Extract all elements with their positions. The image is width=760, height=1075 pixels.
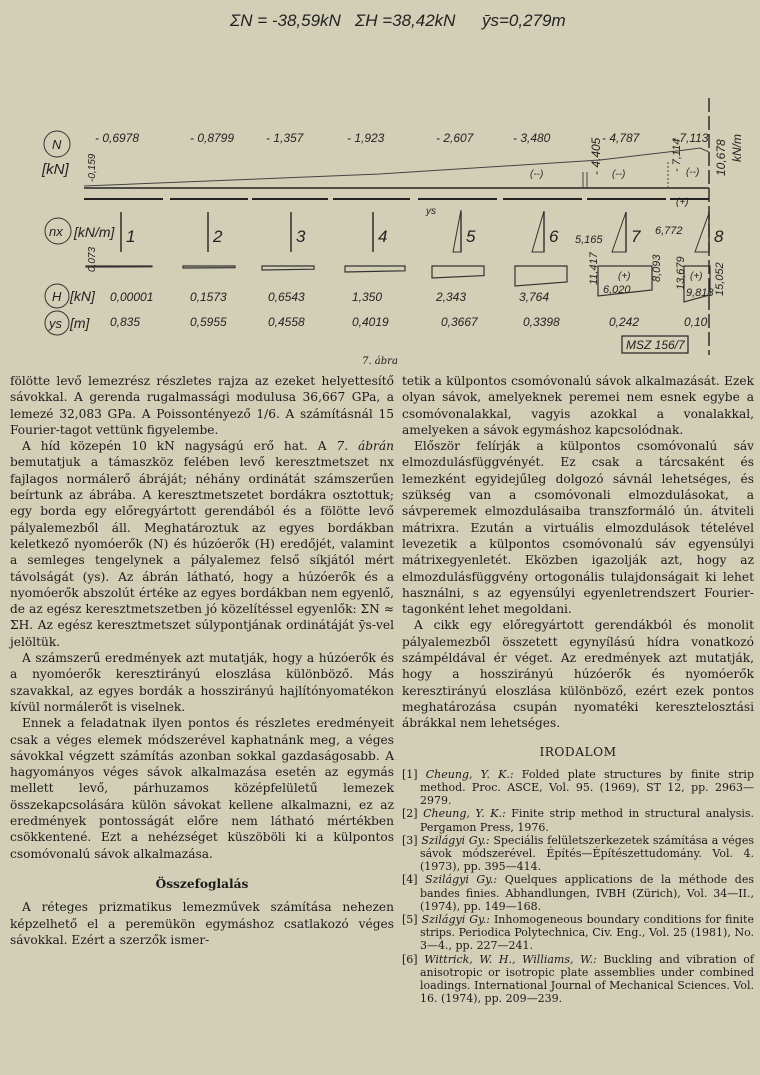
n-value: - 1,357 xyxy=(266,131,304,145)
n-extra-value-1: - 4,405 xyxy=(589,137,603,175)
reference-number: [2] xyxy=(402,807,424,821)
text: A híd közepén 10 kN nagyságú erő hat. A xyxy=(22,439,337,454)
paragraph: tetik a külpontos csomóvonalú sávok alkalmazását. Ezek olyan sávok, amelyeknek peremei nem esnek egybe a csomóvonalakkal, vagyis azokkal a vonalakkal, amelyeken a sávok egymáshoz kapcsolódnak. xyxy=(402,374,754,437)
n-value: - 0,8799 xyxy=(190,131,235,145)
figure-drawing xyxy=(0,0,760,360)
h-value: 3,764 xyxy=(519,290,550,304)
figure-caption: 7. ábra xyxy=(362,356,398,367)
nx-value-15052: 15,052 xyxy=(714,262,726,296)
h-row-unit: [kN] xyxy=(70,288,95,304)
h-value: 1,350 xyxy=(352,290,383,304)
n-values xyxy=(95,131,709,145)
n-value: - 0,6978 xyxy=(95,131,140,145)
nx-diagram xyxy=(515,266,567,286)
rib-number: 2 xyxy=(213,227,223,246)
reference-author: Szilágyi Gy.: xyxy=(421,833,490,847)
n-value: - 2,607 xyxy=(436,131,474,145)
ys-arrow-label: ys xyxy=(426,206,436,217)
reference-number: [3] xyxy=(402,833,422,847)
sum-n-label: ΣN = -38,59kN xyxy=(230,11,341,30)
nx-diagram xyxy=(432,266,484,278)
ys-values xyxy=(110,315,708,329)
h-value: 6,020 xyxy=(603,284,631,296)
ys-bar-label: ȳs=0,279m xyxy=(482,11,566,30)
ys-value: 0,10 xyxy=(684,315,708,329)
reference-item xyxy=(402,834,754,874)
ys-value: 0,4558 xyxy=(268,315,305,329)
reference-item xyxy=(402,807,754,833)
n-row-symbol: N xyxy=(52,137,62,152)
plus-sign-7: (+) xyxy=(618,271,631,282)
nx-row-symbol: nx xyxy=(49,224,63,239)
n-minus-1: (--) xyxy=(530,169,544,180)
nx-diagram xyxy=(345,266,405,272)
ys-row-unit: [m] xyxy=(70,315,90,331)
section-title: Összefoglalás xyxy=(155,876,249,891)
reference-item xyxy=(402,873,754,913)
rib-diagram xyxy=(695,213,709,252)
nx-value-13679: 13,679 xyxy=(675,256,687,290)
figure-7 xyxy=(0,0,760,360)
rib-number: 8 xyxy=(714,227,724,246)
h-value: 0,00001 xyxy=(110,290,154,304)
h-row-symbol: H xyxy=(52,289,62,304)
paragraph: Ennek a feladatnak ilyen pontos és részletes eredményeit csak a véges elemek módszerével kaphatnánk meg, a véges sávokkal végzett számítás azonban sokkal gazdaságosabb. A hagyományos véges sávok alkalmazása esetén az egymás mellett levő, párhuzamos középfelületű lemezek összekapcsolására külön sávokat kellene alkalmazni, ez az eredmények pontosságát előre nem látható mértékben csökkentené. Ezt a nehézséget küszöböli ki a külpontos csomóvonalú sávok alkalmazása. xyxy=(10,716,394,861)
n-unit-right: kN/m xyxy=(730,134,744,162)
sum-h-label: ΣH =38,42kN xyxy=(355,11,456,30)
n-minus-2: (--) xyxy=(612,169,626,180)
reference-author: Cheung, Y. K.: xyxy=(423,807,506,821)
ys-value: 0,5955 xyxy=(190,315,227,329)
nx-diagram xyxy=(86,266,152,267)
plus-sign-slab: (+) xyxy=(676,197,689,208)
ys-value: 0,4019 xyxy=(352,315,389,329)
reference-text: Folded plate structures by finite strip method. Proc. ASCE, Vol. 95. (1969), ST 12, pp. 2963—2979. xyxy=(420,767,754,808)
h-value: 9,818 xyxy=(686,287,714,299)
h-values xyxy=(110,284,714,304)
reference-number: [6] xyxy=(402,952,425,966)
rib-number: 4 xyxy=(378,227,388,246)
rib-number: 3 xyxy=(296,227,306,246)
nx-value-5165: 5,165 xyxy=(575,234,603,246)
reference-text: Buckling and vibration of anisotropic or isotropic plate assemblies under combined loadings. International Journal of Mechanical Sciences. Vol. 16. (1974), pp. 209—239. xyxy=(420,952,754,1006)
h-value: 0,1573 xyxy=(190,290,227,304)
reference-text: Finite strip method in structural analysis. Pergamon Press, 1976. xyxy=(420,807,754,834)
reference-item xyxy=(402,953,754,1006)
ys-value: 0,835 xyxy=(110,315,141,329)
paragraph: Először felírják a külpontos csomóvonalú sáv elmozdulásfüggvényét. Ez csak a tárcsaként és lemezként egyidejűleg dolgozó sávnál lehetséges, és szükség van a csomóvonali elmozdulásokat, a sávperemek elmozdulásaiba transzformáló ún. átviteli mátrixra. Ezután a virtuális elmozdulások tételével levezetik a külpontos csomóvonalú sáv egyensúlyi mátrixegyenletét. Eközben igazolják azt, hogy az elmozdulásfüggvény ortogonális tulajdonságait ki lehet használni, s az egyensúlyi egyenletrendszert Fourier-tagonként lehet megoldani. xyxy=(402,439,754,617)
n-value: - 4,787 xyxy=(602,131,640,145)
reference-author: Szilágyi Gy.: xyxy=(425,873,498,887)
reference-item xyxy=(402,768,754,808)
nx-diagram xyxy=(183,266,235,268)
n-minus-3: (--) xyxy=(686,167,700,178)
references-list xyxy=(402,768,754,1006)
n-value: - 1,923 xyxy=(347,131,385,145)
rib-diagram xyxy=(532,211,544,252)
nx-value-8093: 8,093 xyxy=(651,254,663,282)
rib-diagram xyxy=(453,210,461,252)
reference-text: Inhomogeneous boundary conditions for finite strips. Periodica Polytechnica, Civ. Eng., Vol. 25 (1981), No. 3—4., pp. 227—241. xyxy=(420,913,754,953)
paragraph: A cikk egy előregyártott gerendákból és monolit pályalemezből összetett egynyílású hídra vonatkozó számpéldával ér véget. Az eredmények azt mutatják, hogy a hosszirányú húzóerők és nyomóerők keresztirányú eloszlása különböző, ezért ezek pontos meghatározása csupán nyomatéki keresztelosztási ábrákkal nem lehetséges. xyxy=(402,618,754,731)
paragraph: A réteges prizmatikus lemezművek számítása nehezen képzelhető el a peremükön egymáshoz csatlakozó véges sávokkal. Ezért a szerzők ismer- xyxy=(10,900,394,947)
reference-item xyxy=(402,913,754,953)
left-column xyxy=(10,373,394,948)
rib-number: 7 xyxy=(631,227,641,246)
reference-number: [5] xyxy=(402,913,422,927)
reference-author: Wittrick, W. H., Williams, W.: xyxy=(424,952,597,966)
stamp-label: MSZ 156/7 xyxy=(626,338,685,352)
reference-number: [1] xyxy=(402,767,426,781)
n-value: - 7,113 xyxy=(672,131,709,145)
reference-author: Cheung, Y. K.: xyxy=(425,767,514,781)
n-extra-value-2: - 7,114 xyxy=(671,138,683,172)
rib-number: 1 xyxy=(126,227,136,246)
nx-value-11417: 11,417 xyxy=(588,252,600,285)
ys-row-symbol: ys xyxy=(49,316,62,331)
paragraph: fölötte levő lemezrész részletes rajza az ezeket helyettesítő sávokkal. A gerenda rugalmassági modulusa 36,667 GPa, a lemezé 32,083 GPa. A Poissontényező 1/6. A számításnál 15 Fourier-tagot vettünk figyelembe. xyxy=(10,374,394,437)
nx-first-ordinate: 0,073 xyxy=(87,246,98,272)
h-value: 0,6543 xyxy=(268,290,305,304)
plus-sign-8: (+) xyxy=(690,271,703,282)
n-first-ordinate: -0,159 xyxy=(87,153,98,182)
figure-reference: 7. ábrán xyxy=(336,439,394,454)
paragraph xyxy=(10,438,394,650)
paragraph: A számszerű eredmények azt mutatják, hogy a húzóerők és a nyomóerők keresztirányú eloszlása különböző. Más szavakkal, az egyes bordák a hosszirányú hajlítónyomatékon kívül normálerőt is viselnek. xyxy=(10,651,394,714)
text: bemutatjuk a támaszköz felében levő keresztmetszet nx fajlagos normálerő ábráját; néhány ordinátát számszerűen beírtunk az ábrába. A keresztmetszetet bordákra osztottuk; egy borda egy előregyártott gerendából és a fölötte levő pályalemezből áll. Meghatároztuk az egyes bordákban keletkező nyomóerők (N) és húzóerők (H) eredőjét, valamint a semleges tengelynek a pályalemez felső síkjától mért távolságát (ys). Az ábrán látható, hogy a húzóerők és a nyomóerők abszolút értéke az egyes bordákban nem egyenlő, de az egész keresztmetszetben jó közelítéssel egyenlők: ΣN ≈ ΣH. Az egész keresztmetszet súlypontjának ordinátáját ȳs-vel jelöltük. xyxy=(10,455,394,649)
rib-diagram xyxy=(612,212,626,252)
reference-text: Speciális felületszerkezetek számítása a véges sávok módszerével. Építés—Építészettudomány. Vol. 4. (1973), pp. 395—414. xyxy=(420,833,754,874)
reference-text: Quelques applications de la méthode des bandes finies. Abhandlungen, IVBH (Zürich), Vol. 34—II., (1974), pp. 149—168. xyxy=(420,873,754,913)
nx-row-unit: [kN/m] xyxy=(74,224,115,240)
n-diagram-line xyxy=(84,148,709,186)
ys-value: 0,242 xyxy=(609,315,640,329)
reference-number: [4] xyxy=(402,873,426,887)
ys-value: 0,3398 xyxy=(523,315,560,329)
ys-value: 0,3667 xyxy=(441,315,478,329)
reference-author: Szilágyi Gy.: xyxy=(421,913,490,927)
n-row-unit: [kN] xyxy=(42,161,69,178)
n-value: - 3,480 xyxy=(513,131,551,145)
nx-diagram xyxy=(262,266,314,270)
nx-value-6772: 6,772 xyxy=(655,225,683,237)
n-extra-value-3: 10,678 xyxy=(714,139,728,176)
rib-number: 5 xyxy=(466,227,476,246)
h-value: 2,343 xyxy=(436,290,467,304)
right-column xyxy=(402,373,754,1005)
references-title: IRODALOM xyxy=(539,744,617,759)
rib-number: 6 xyxy=(549,227,559,246)
